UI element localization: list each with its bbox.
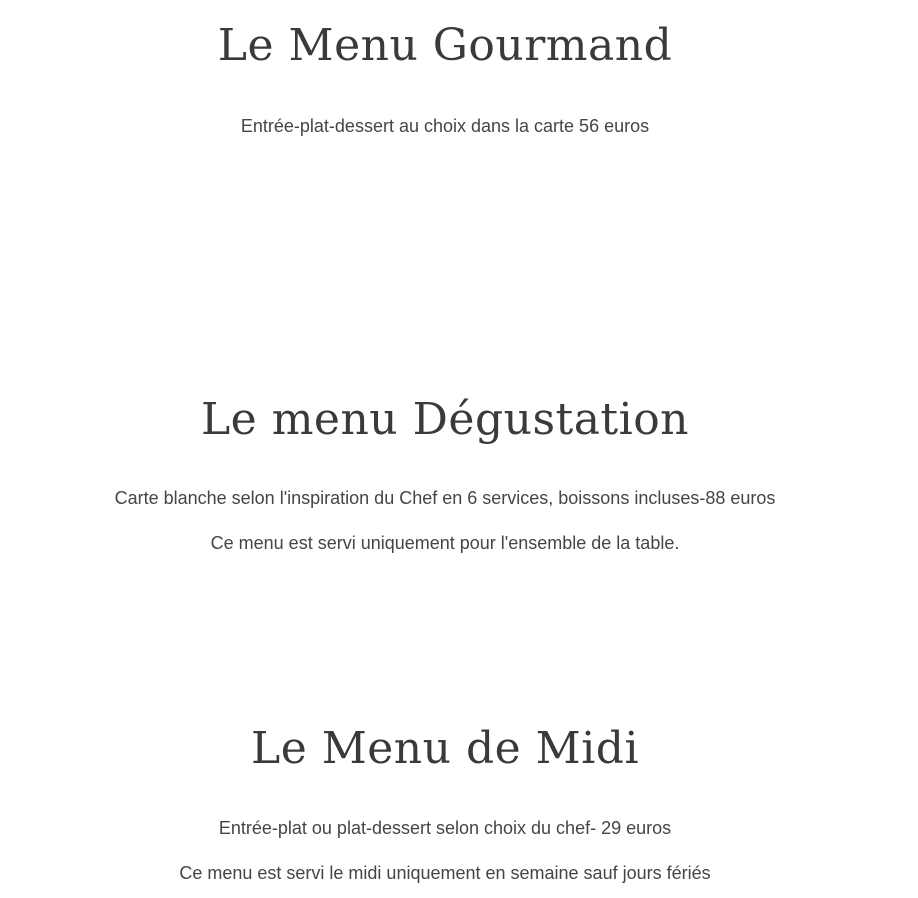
menu-title: Le Menu de Midi	[250, 723, 640, 774]
menu-title: Le menu Dégustation	[200, 394, 690, 445]
menu-section-midi	[0, 723, 890, 885]
menu-note: Ce menu est servi uniquement pour l'ensemble de la table.	[210, 533, 680, 553]
menu-title: Le Menu Gourmand	[217, 20, 673, 71]
menu-section-degustation	[0, 394, 890, 555]
menu-note: Ce menu est servi le midi uniquement en semaine sauf jours fériés	[179, 863, 711, 883]
menu-description: Carte blanche selon l'inspiration du Chef en 6 services, boissons incluses-88 euros	[114, 488, 776, 508]
menu-section-gourmand	[0, 20, 890, 138]
menu-description: Entrée-plat-dessert au choix dans la carte 56 euros	[240, 116, 650, 136]
menu-description: Entrée-plat ou plat-dessert selon choix du chef- 29 euros	[218, 818, 672, 838]
